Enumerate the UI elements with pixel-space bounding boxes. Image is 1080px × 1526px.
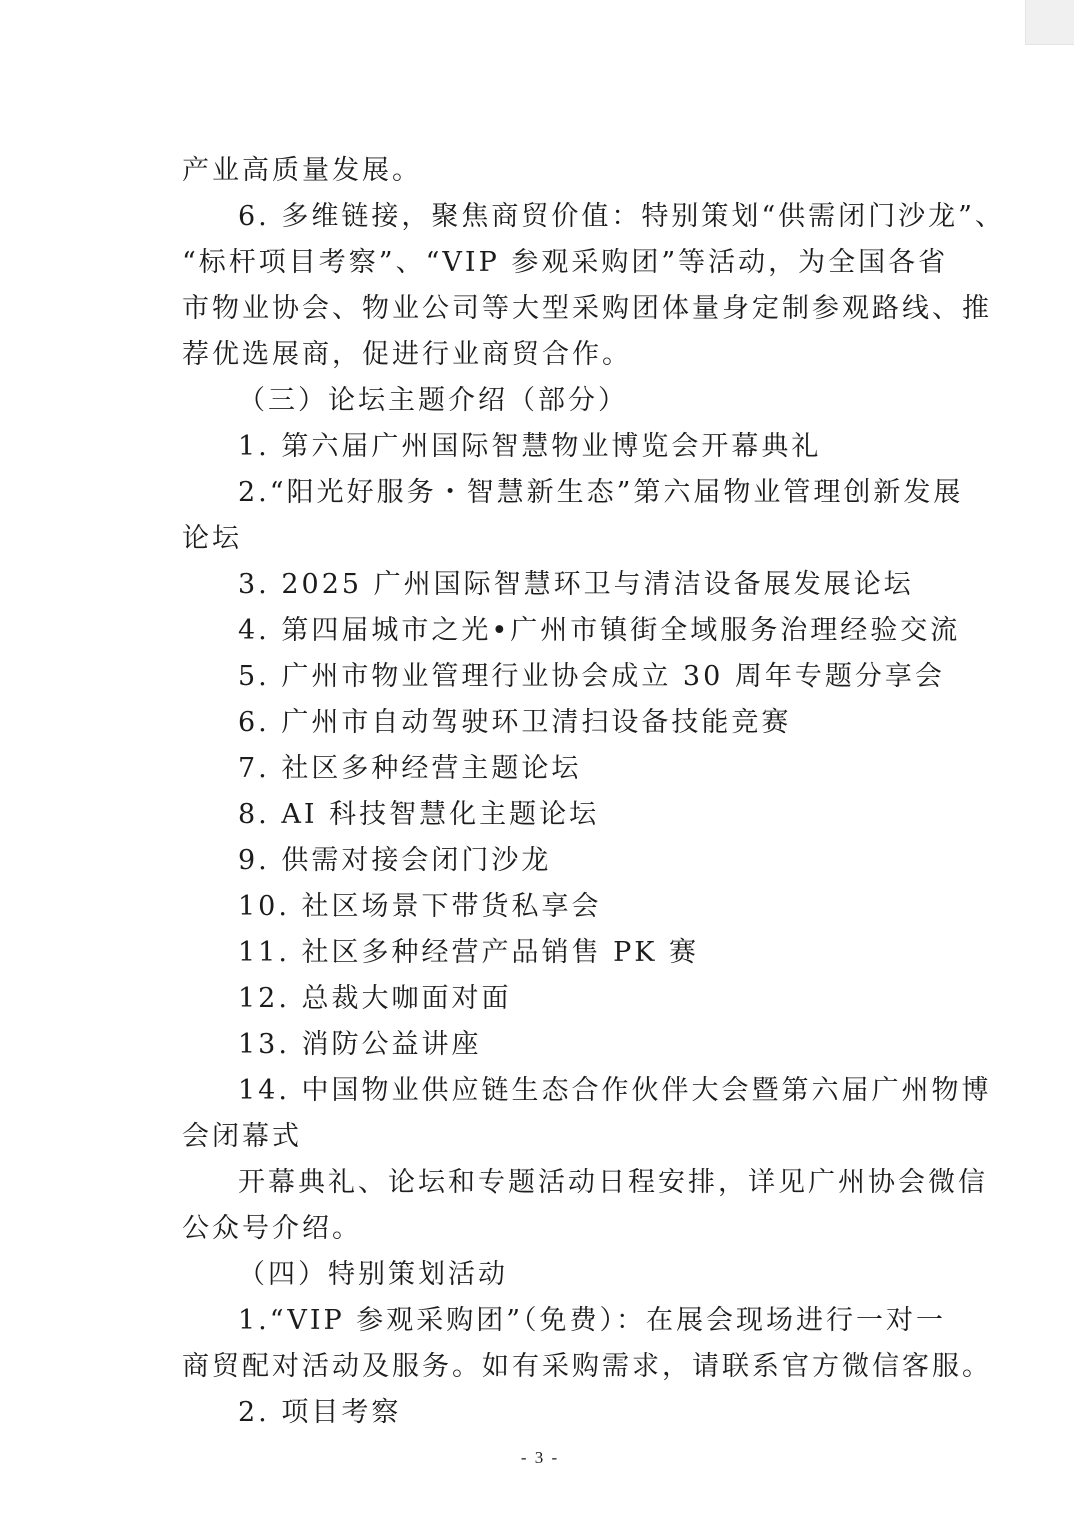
text-line: 市物业协会、物业公司等大型采购团体量身定制参观路线、推 [182,293,992,324]
text-line: 开幕典礼、论坛和专题活动日程安排，详见广州协会微信 [238,1167,988,1198]
list-item: 3. 2025 广州国际智慧环卫与清洁设备展发展论坛 [238,569,914,600]
list-item: 2.“阳光好服务・智慧新生态”第六届物业管理创新发展 [238,477,964,508]
text-line: 荐优选展商，促进行业商贸合作。 [182,339,632,370]
text-line: 会闭幕式 [182,1121,302,1152]
list-item: 12. 总裁大咖面对面 [238,983,512,1014]
list-item: 9. 供需对接会闭门沙龙 [238,845,552,876]
list-item: 2. 项目考察 [238,1397,402,1428]
text-line: “标杆项目考察”、“VIP 参观采购团”等活动，为全国各省 [182,247,949,278]
list-item: 1.“VIP 参观采购团”（免费）：在展会现场进行一对一 [238,1305,947,1336]
list-item: 6. 广州市自动驾驶环卫清扫设备技能竞赛 [238,707,792,738]
section-heading: （三）论坛主题介绍（部分） [238,385,628,416]
list-item: 7. 社区多种经营主题论坛 [238,753,582,784]
section-heading: （四）特别策划活动 [238,1259,508,1290]
list-item: 14. 中国物业供应链生态合作伙伴大会暨第六届广州物博 [238,1075,992,1106]
list-item: 5. 广州市物业管理行业协会成立 30 周年专题分享会 [238,661,945,692]
text-line: 商贸配对活动及服务。如有采购需求，请联系官方微信客服。 [182,1351,992,1382]
text-line: 论坛 [182,523,242,554]
list-item: 13. 消防公益讲座 [238,1029,482,1060]
list-item: 4. 第四届城市之光•广州市镇街全域服务治理经验交流 [238,615,961,646]
text-line: 6. 多维链接，聚焦商贸价值：特别策划“供需闭门沙龙”、 [238,201,1005,232]
text-line: 公众号介绍。 [182,1213,362,1244]
list-item: 11. 社区多种经营产品销售 PK 赛 [238,937,700,968]
list-item: 8. AI 科技智慧化主题论坛 [238,799,600,830]
list-item: 1. 第六届广州国际智慧物业博览会开幕典礼 [238,431,822,462]
page-number: - 3 - [520,1448,560,1467]
text-line: 产业高质量发展。 [182,155,422,186]
list-item: 10. 社区场景下带货私享会 [238,891,602,922]
scan-corner-mark [1025,0,1074,45]
